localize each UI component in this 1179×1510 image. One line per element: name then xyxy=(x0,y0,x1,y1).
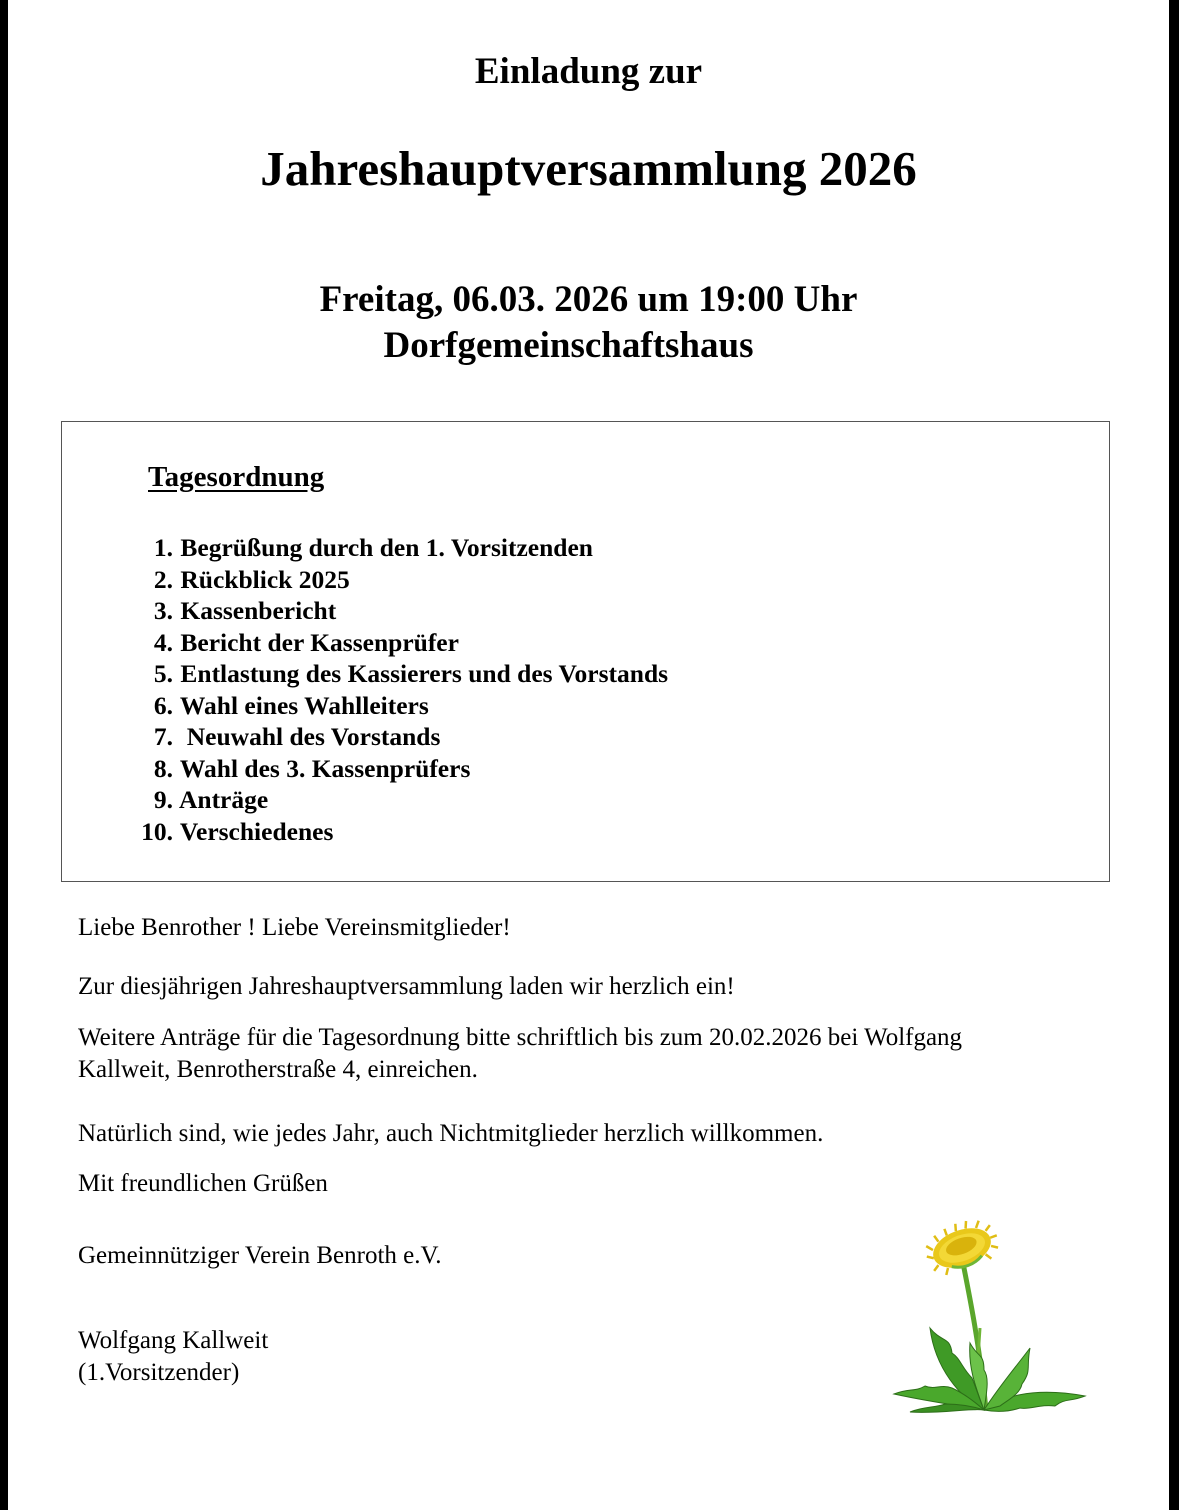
invitation-intro: Einladung zur xyxy=(474,51,703,92)
agenda-item-text: Verschiedenes xyxy=(179,816,334,846)
agenda-item-text: Neuwahl des Vorstands xyxy=(180,722,441,751)
proposals-text xyxy=(78,1022,962,1086)
agenda-item-text: Anträge xyxy=(178,785,269,814)
closing: Mit freundlichen Grüßen xyxy=(78,1170,328,1197)
greeting: Liebe Benrother ! Liebe Vereinsmitglieder! xyxy=(78,914,511,941)
agenda-box xyxy=(61,421,1110,882)
agenda-item-text: Kassenbericht xyxy=(180,596,337,625)
signer-name: Wolfgang Kallweit xyxy=(78,1327,269,1354)
agenda-item-number: 5. xyxy=(153,659,173,688)
agenda-item xyxy=(122,690,668,722)
agenda-heading: Tagesordnung xyxy=(148,461,325,493)
agenda-item-number: 2. xyxy=(153,564,173,594)
agenda-item-number: 4. xyxy=(153,627,173,657)
page-title: Jahreshauptversammlung 2026 xyxy=(260,141,917,196)
agenda-item-text: Begrüßung durch den 1. Vorsitzenden xyxy=(180,533,593,562)
agenda-item xyxy=(122,784,668,816)
invitation-text: Zur diesjährigen Jahreshauptversammlung laden wir herzlich ein! xyxy=(78,973,735,1000)
agenda-item-number: 10. xyxy=(141,816,173,846)
agenda-item-number: 6. xyxy=(153,690,173,720)
agenda-item-number: 1. xyxy=(153,533,173,562)
event-venue: Dorfgemeinschaftshaus xyxy=(383,325,754,366)
organization-name: Gemeinnütziger Verein Benroth e.V. xyxy=(78,1242,442,1269)
agenda-item xyxy=(122,816,668,848)
agenda-item-text: Wahl des 3. Kassenprüfers xyxy=(179,753,471,783)
agenda-item-text: Wahl eines Wahlleiters xyxy=(179,690,429,720)
agenda-item-text: Entlastung des Kassierers und des Vorstands xyxy=(180,659,669,688)
dandelion-icon xyxy=(880,1218,1100,1423)
proposals-line: Kallweit, Benrotherstraße 4, einreichen. xyxy=(78,1056,478,1083)
signature-block xyxy=(78,1325,268,1389)
agenda-item xyxy=(122,721,668,753)
agenda-item xyxy=(122,595,668,627)
agenda-item xyxy=(122,627,668,659)
agenda-list xyxy=(122,532,668,847)
agenda-item-number: 7. xyxy=(153,722,173,751)
agenda-item xyxy=(122,564,668,596)
signer-role: (1.Vorsitzender) xyxy=(78,1359,240,1386)
agenda-item-number: 8. xyxy=(153,753,173,783)
agenda-item-number: 3. xyxy=(153,596,173,625)
agenda-item-number: 9. xyxy=(153,785,173,814)
agenda-item xyxy=(122,753,668,785)
agenda-item xyxy=(122,658,668,690)
proposals-line: Weitere Anträge für die Tagesordnung bitte schriftlich bis zum 20.02.2026 bei Wolfgang xyxy=(78,1024,963,1051)
welcome-text: Natürlich sind, wie jedes Jahr, auch Nichtmitglieder herzlich willkommen. xyxy=(78,1120,824,1147)
agenda-item-text: Rückblick 2025 xyxy=(180,564,350,594)
agenda-item-text: Bericht der Kassenprüfer xyxy=(180,627,459,657)
agenda-item xyxy=(122,532,668,564)
event-date: Freitag, 06.03. 2026 um 19:00 Uhr xyxy=(319,279,858,320)
document-page xyxy=(8,0,1169,1510)
